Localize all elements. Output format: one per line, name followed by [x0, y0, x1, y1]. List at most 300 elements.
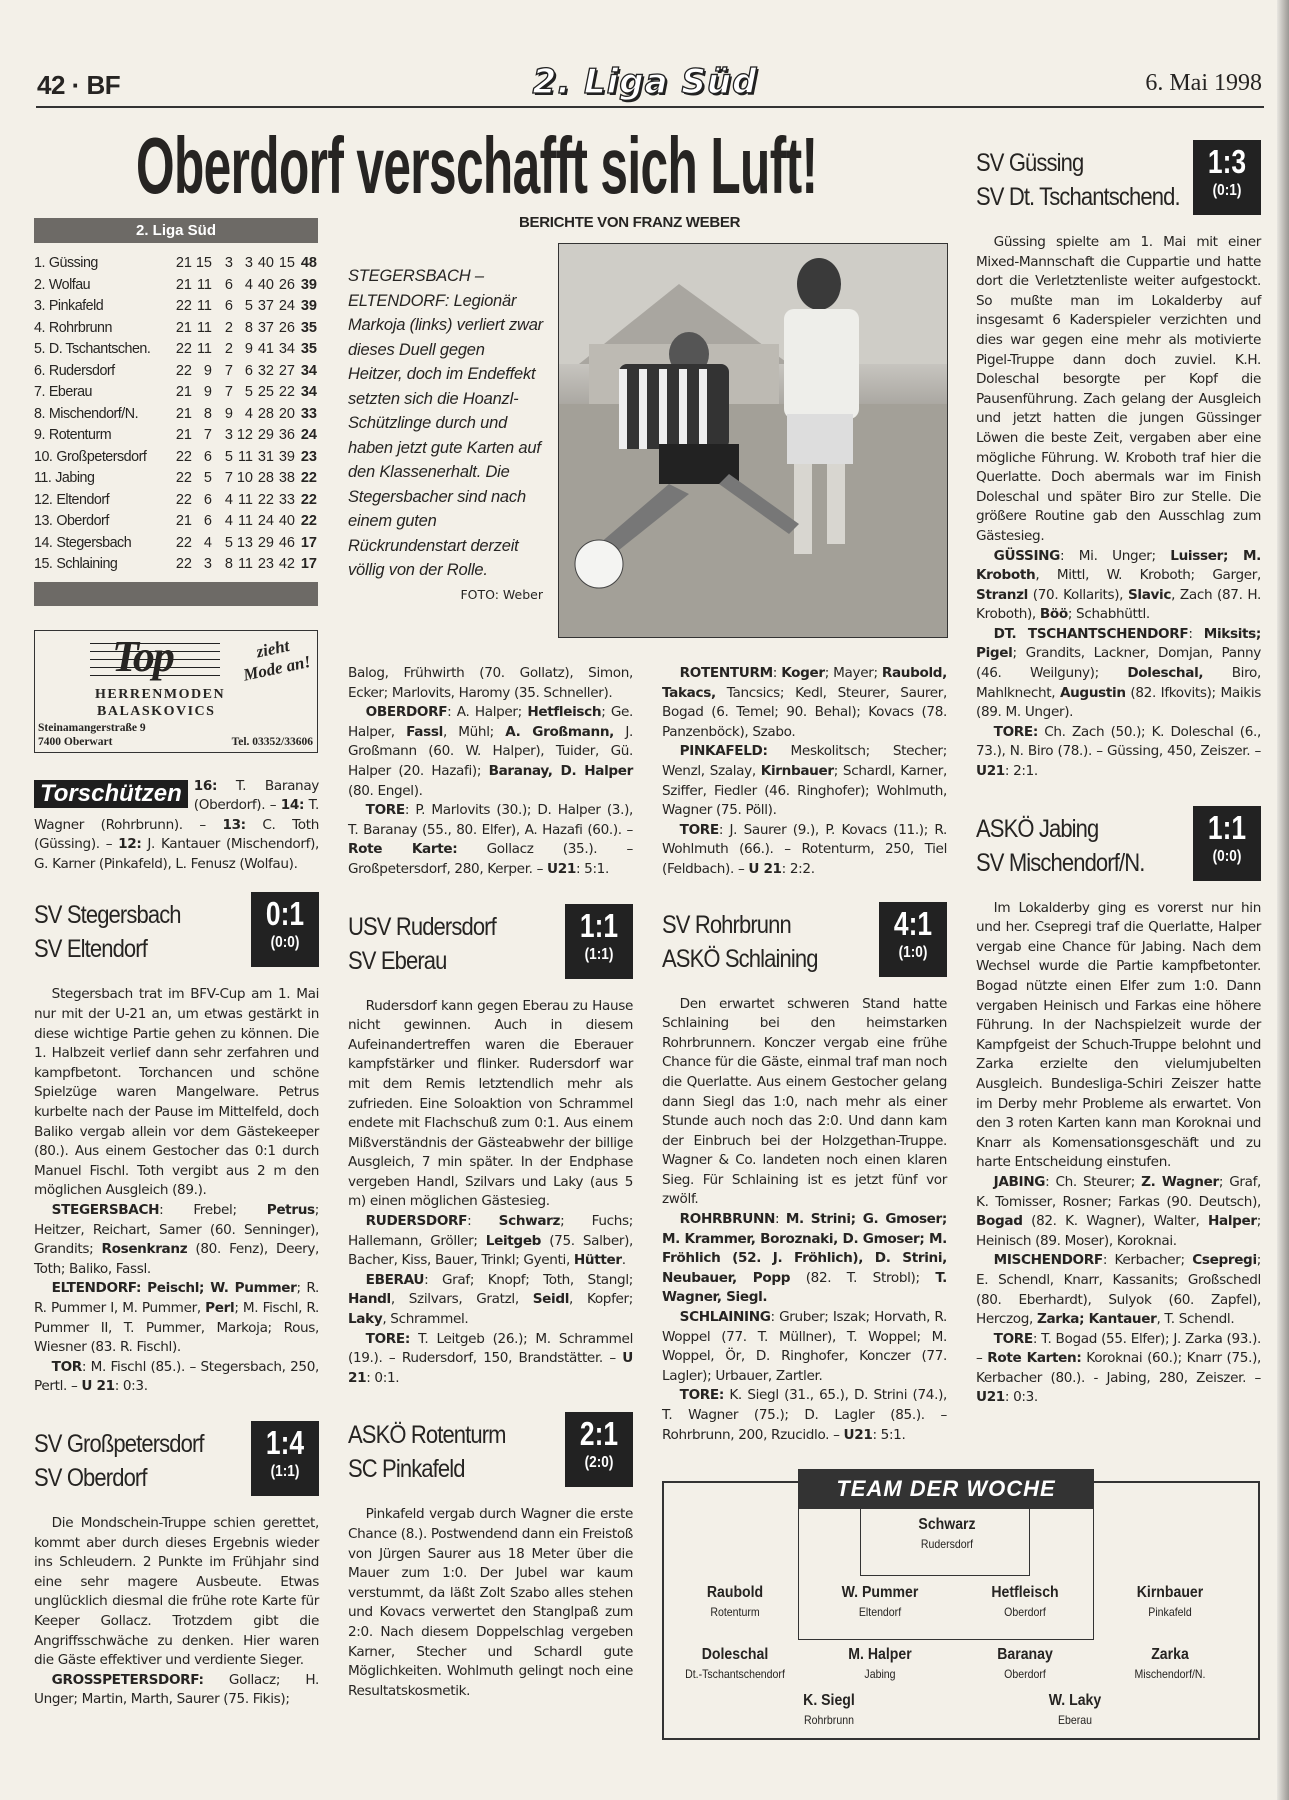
team-of-week-player	[665, 1583, 805, 1619]
bold-text: U 21	[81, 1378, 115, 1395]
losses: 12	[236, 427, 253, 443]
table-row	[34, 404, 318, 426]
losses: 5	[244, 384, 253, 400]
text: ; R. R. Pummer I, M. Pummer,	[34, 1280, 319, 1316]
text: Die Mondschein-Truppe schien gerettet, kommt aber durch dieses Ergebnis wieder ins Schleudern. 2 Punkte im Frühjahr sind eine sehr magere Ausbeute. Etwas unglücklich diesmal die frühe rote Karte für Keeper Gollacz. Trotzdem gibt die Angriffsschwäche zu denken. Hier waren die Gäste effektiver und verdiente Sieger.	[34, 1514, 319, 1669]
text: ; Ge. Halper,	[348, 704, 633, 740]
draws: 5	[224, 534, 233, 551]
match-photo	[558, 243, 948, 638]
final-score: 2:1	[579, 1415, 619, 1453]
goals-for: 40	[257, 255, 274, 271]
wins: 9	[203, 362, 212, 379]
rank: 7.	[34, 384, 45, 400]
rank: 4.	[34, 319, 45, 336]
games: 21	[175, 513, 192, 529]
issue-date: 6. Mai 1998	[1145, 70, 1262, 96]
top-scorers-title: Torschützen	[34, 780, 188, 808]
halftime-score: (0:0)	[270, 934, 300, 952]
rank: 12.	[34, 491, 53, 508]
text: : Mi. Unger;	[1059, 547, 1171, 564]
games: 22	[175, 341, 192, 357]
wins: 11	[196, 319, 212, 336]
text: (80. Fenz), Deery, Toth; Baliko, Fassl.	[34, 1241, 319, 1277]
text: Güssing spielte am 1. Mai mit einer Mixed-Mannschaft die Cuppartie und hatte dort die Verletztenliste weiter aufgestockt. So mußte man im Lokalderby auf insgesamt 6 Kaderspieler verzichten und dies war gegen eine mehr als motivierte Pigel-Truppe dann doch zuviel. K.H. Doleschal besorgte per Kopf die Pausenführung. Zach gelang der Ausgleich und jetzt hatten die jungen Güssinger Löwen die beste Zeit, vergaben aber eine mögliche Führung. W. Kroboth traf hier die Querlatte. Doch abermals war im Finish Doleschal und später Biro zur Stelle. Die größere Routine gab den Ausschlag zum Gästesieg.	[976, 234, 1261, 544]
goals-against: 40	[278, 513, 295, 529]
team: D. Tschantschen.	[48, 341, 151, 357]
text: : Graf; Knopf; Toth, Stangl;	[424, 1271, 633, 1288]
match-header	[34, 892, 319, 967]
team-of-week-player	[665, 1645, 805, 1681]
paragraph	[34, 1279, 319, 1357]
wins: 11	[196, 341, 212, 357]
score-box	[879, 902, 947, 977]
match-header	[976, 806, 1261, 881]
goals-for: 31	[257, 448, 274, 465]
score-box	[251, 892, 319, 967]
final-score: 0:1	[265, 895, 305, 933]
games: 22	[175, 362, 192, 379]
games: 21	[175, 427, 192, 443]
paragraph	[348, 664, 633, 703]
paragraph	[348, 1330, 633, 1389]
paragraph	[348, 1505, 633, 1701]
bold-text: Schwarz	[498, 1213, 561, 1230]
team-of-week-player	[1005, 1691, 1145, 1727]
team-name	[34, 447, 170, 469]
team-name	[34, 404, 170, 426]
bold-text: Miksits; Pigel	[976, 625, 1261, 662]
text: : Ch. Steurer;	[1045, 1173, 1142, 1190]
paragraph	[976, 899, 1261, 1173]
team: Großpetersdorf	[56, 448, 147, 465]
points: 23	[300, 448, 317, 465]
wins: 9	[203, 384, 212, 400]
text: Im Lokalderby ging es vorerst nur hin und her. Csepregi traf die Querlatte, Halper vergab eine Chance für Jabing. Nach dem Wechsel wurde die Partie kampfbetonter. Bogad nützte einen Elfer zum 1:0. Dann vergaben Heinisch und Farkas eine höhere Führung. In der Nachspielzeit wurde der Kampfgeist der Schuch-Truppe belohnt und Zarka erzielte den vielumjubelten Ausgleich. Bundesliga-Schiri Zeiszer hatte im Derby mehr Probleme als erwartet. Von den 3 roten Karten kann man Koroknai und Knarr als Komensationsgeschäft und zu harte Entscheidung einstufen.	[976, 899, 1261, 1171]
team-of-week-player	[759, 1691, 899, 1727]
paragraph	[976, 547, 1261, 625]
goals-for: 25	[257, 384, 274, 400]
points: 35	[300, 341, 317, 357]
team: Schlaining	[56, 556, 118, 572]
text: ; Heinisch (89. Moser), Koroknai.	[976, 1213, 1261, 1249]
ad-phone: Tel. 03352/33606	[231, 735, 313, 748]
ad-logo-text: Top	[112, 631, 173, 681]
player-club: Mischendorf/N.	[1134, 1667, 1206, 1682]
games: 21	[175, 255, 192, 271]
player-name: Doleschal	[701, 1646, 769, 1664]
draws: 4	[224, 491, 233, 508]
player-name: Zarka	[1151, 1646, 1189, 1664]
text: : P. Marlovits (30.); D. Halper (3.), T. Baranay (55., 80. Elfer), A. Hazafi (60.). –	[348, 802, 633, 838]
final-score: 1:3	[1207, 143, 1247, 180]
losses: 4	[244, 276, 253, 293]
home-team: SV Rohrbrunn	[662, 910, 791, 939]
bold-text: Hütter	[573, 1252, 622, 1269]
team-of-week-player	[810, 1583, 950, 1619]
losses: 6	[244, 362, 253, 379]
paragraph	[662, 742, 947, 820]
team: Eberau	[48, 384, 93, 400]
bold-text: 13:	[222, 816, 246, 833]
paragraph	[348, 997, 633, 1213]
match-report	[976, 233, 1261, 782]
goals-for: 41	[257, 341, 274, 357]
points: 22	[300, 491, 317, 508]
points: 22	[300, 470, 317, 486]
paragraph	[662, 1386, 947, 1445]
bold-text: Augustin	[1059, 684, 1126, 701]
team-name	[34, 361, 170, 383]
bold-text: TORE:	[365, 1330, 410, 1347]
ad-slogan: zieht Mode an!	[241, 635, 313, 685]
bold-text: A. Großmann,	[505, 723, 614, 740]
away-team: ASKÖ Schlaining	[662, 944, 818, 973]
team-of-week-player	[877, 1515, 1017, 1551]
rank: 8.	[34, 405, 45, 422]
match-header	[976, 140, 1261, 215]
bold-text: TOR	[51, 1358, 82, 1375]
bold-text: U21	[547, 860, 576, 877]
team: Pinkafeld	[48, 298, 104, 314]
games: 21	[175, 276, 192, 293]
headline: Oberdorf verschafft sich Luft!	[136, 121, 818, 210]
paragraph	[348, 801, 633, 879]
table-row	[34, 296, 318, 318]
text: C. Toth (Güssing). –	[34, 816, 319, 853]
text: : J. Saurer (9.), P. Kovacs (11.); R. Wohlmuth (66.). – Rotenturm, 250, Tiel (Feldbach). –	[662, 821, 947, 877]
score-box	[1193, 806, 1261, 881]
text: : 5:1.	[872, 1426, 906, 1443]
losses: 11	[237, 556, 253, 572]
draws: 2	[224, 319, 233, 336]
player-name: Schwarz	[918, 1516, 976, 1534]
games: 21	[175, 405, 192, 422]
home-team: ASKÖ Rotenturm	[348, 1421, 506, 1450]
goals-for: 37	[257, 319, 274, 336]
player-name: Raubold	[706, 1584, 764, 1602]
text: Gollacz; H. Unger; Martin, Marth, Saurer (75. Fikis);	[34, 1671, 319, 1708]
draws: 5	[224, 448, 233, 465]
bold-text: Laky	[348, 1311, 383, 1328]
goals-against: 15	[278, 255, 295, 271]
team-name	[34, 468, 170, 490]
bold-text: 14:	[280, 797, 305, 814]
team-name	[34, 490, 170, 512]
text: T. Leitgeb (26.); M. Schrammel (19.). – Rudersdorf, 150, Brandstätter. –	[348, 1330, 633, 1367]
player-club: Eberau	[1057, 1713, 1093, 1728]
text: Balog, Frühwirth (70. Gollatz), Simon, Ecker; Marlovits, Haromy (35. Schneller).	[348, 665, 633, 701]
text: : M. Fischl (85.). – Stegersbach, 250, Pertl. –	[34, 1358, 319, 1395]
team-of-week-player	[810, 1645, 950, 1681]
column-4	[976, 122, 1261, 1408]
bold-text: Rosenkranz	[101, 1241, 188, 1258]
text: ; M. Fischl, R. Pummer II, T. Pummer, Markoja; Rous, Wiesner (83. R. Fischl).	[34, 1299, 319, 1356]
text: : Gruber; Iszak; Horvath, R. Woppel (77. T. Müllner), T. Woppel; M. Woppel, Ör, D. Ringhofer, Konczer (77. Lagler); Urbauer, Zartler.	[662, 1309, 947, 1384]
team: Güssing	[48, 255, 98, 271]
bold-text: ELTENDORF: Peischl; W. Pummer	[51, 1280, 297, 1297]
losses: 10	[236, 470, 253, 486]
match-report	[348, 997, 633, 1389]
team: Rohrbrunn	[48, 319, 112, 336]
wins: 15	[195, 255, 212, 271]
match-header	[662, 902, 947, 977]
draws: 7	[224, 362, 233, 379]
photo-players-illustration	[559, 244, 947, 637]
paragraph	[34, 1358, 319, 1397]
draws: 3	[224, 427, 233, 443]
text: Gollacz (35.). – Großpetersdorf, 280, Kerper. –	[348, 841, 633, 877]
team-name	[34, 425, 170, 447]
goals-against: 38	[278, 470, 295, 486]
team-name	[34, 339, 170, 361]
table-row	[34, 468, 318, 490]
page-number: 42 · BF	[37, 70, 121, 100]
team-of-week-player	[955, 1645, 1095, 1681]
bold-text: OBERDORF	[365, 704, 448, 721]
player-club: Pinkafeld	[1148, 1605, 1192, 1620]
wins: 6	[203, 513, 212, 529]
bold-text: TORE:	[993, 723, 1038, 740]
bold-text: PINKAFELD:	[679, 743, 768, 760]
games: 21	[175, 319, 192, 336]
text: Rudersdorf kann gegen Eberau zu Hause nicht gewinnen. Auch in diesem Aufeinandertreffen waren die Eberauer kampfstärker und flinker. Rudersdorf war mit dem Remis letztendlich mehr als zufrieden. Eine Soloaktion von Schrammel endete mit Flachschuß zum 0:1. Aus einem Mißverständnis der Gästeabwehr der billige Ausgleich, 7 min später. In der Endphase vergeben Handl, Szilvars und Laky (aus 5 m) einen möglichen Gästesieg.	[348, 997, 633, 1210]
text: , Szilvars, Gratzl,	[390, 1291, 533, 1308]
bold-text: Petrus	[266, 1202, 315, 1218]
paragraph	[348, 703, 633, 801]
bold-text: Zarka; Kantauer	[1036, 1311, 1157, 1328]
text: (82. T. Strobl);	[790, 1269, 936, 1286]
player-club: Rudersdorf	[920, 1537, 974, 1552]
losses: 9	[244, 341, 253, 357]
bold-text: Kirnbauer	[760, 762, 834, 779]
home-team: ASKÖ Jabing	[976, 814, 1099, 843]
paragraph	[976, 625, 1261, 723]
points: 33	[300, 405, 317, 422]
bold-text: U21	[843, 1426, 873, 1443]
column-1	[34, 218, 319, 1710]
text: Pinkafeld vergab durch Wagner die erste Chance (8.). Postwendend dann ein Freistoß von Jürgen Saurer aus 18 Meter über die Mauer zum 1:0. Der Jubel war kaum verstummt, da läßt Zolt Szabo alles stehen und Kovacs verwertet den Stanglpaß zum 2:0. Nach diesem Doppelschlag vergeben Karner, Stecher und Schardl gute Möglichkeiten. Wohlmuth gelingt noch eine Resultatskosmetik.	[348, 1506, 633, 1699]
team: Mischendorf/N.	[48, 405, 139, 422]
bold-text: TORE	[365, 802, 405, 819]
match-header	[34, 1421, 319, 1496]
score-box	[251, 1421, 319, 1496]
goals-against: 42	[278, 556, 295, 572]
halftime-score: (2:0)	[584, 1454, 614, 1472]
goals-against: 46	[278, 534, 295, 551]
goals-against: 20	[278, 405, 295, 422]
goals-for: 37	[257, 298, 274, 314]
goals-against: 33	[278, 491, 295, 508]
paragraph	[662, 821, 947, 880]
text: , Kopfer;	[569, 1291, 633, 1308]
losses: 11	[237, 513, 253, 529]
rank: 10.	[34, 448, 53, 465]
match-report-continued	[662, 664, 947, 880]
paragraph	[662, 1210, 947, 1308]
table-footer-bar	[34, 582, 318, 606]
losses: 11	[237, 448, 253, 465]
player-name: M. Halper	[848, 1646, 912, 1664]
table-row	[34, 533, 318, 555]
table-row	[34, 447, 318, 469]
losses: 4	[244, 405, 253, 422]
paragraph	[976, 1251, 1261, 1329]
team-name	[34, 296, 170, 318]
paragraph	[662, 664, 947, 742]
bold-text: SCHLAINING	[679, 1309, 771, 1326]
points: 24	[300, 427, 317, 443]
text: J. Kantauer (Mischendorf), G. Karner (Pinkafeld), L. Fenusz (Wolfau).	[34, 836, 319, 872]
player-club: Eltendorf	[858, 1605, 902, 1620]
ad-line-2: BALASKOVICS	[97, 703, 216, 719]
goals-against: 27	[278, 362, 295, 379]
text: , Mittl, W. Kroboth; Garger,	[1035, 567, 1261, 584]
bold-text: Seidl	[532, 1291, 570, 1308]
table-row	[34, 554, 318, 576]
games: 22	[175, 556, 192, 572]
bold-text: Stranzl	[976, 586, 1028, 603]
text: ; Heitzer, Reichart, Samer (60. Senninger), Grandits;	[34, 1202, 319, 1258]
match-report	[662, 995, 947, 1446]
final-score: 1:4	[265, 1423, 305, 1461]
paragraph	[34, 985, 319, 1201]
text: Den erwartet schweren Stand hatte Schlaining bei den heimstarken Rohrbrunnern. Konczer vergab eine frühe Chance für die Gäste, einmal traf man noch die Querlatte. Aus einem Gestocher gelang dann Siegl das 1:0, nach mehr als einer Stunde auch noch das 2:0. Und dann kam der Einbruch bei der Holzgethan-Truppe. Wagner & Co. landeten noch einen klaren Sieg. Für Schlaining ist es jetzt fünf vor zwölf.	[662, 995, 947, 1208]
team-of-week-player	[955, 1583, 1095, 1619]
home-team: SV Großpetersdorf	[34, 1429, 204, 1458]
bold-text: TORE	[993, 1330, 1033, 1347]
bold-text: Koger	[781, 665, 825, 681]
player-name: W. Pummer	[841, 1584, 919, 1602]
bold-text: Baranay, D. Halper	[488, 762, 633, 779]
wins: 5	[203, 470, 212, 486]
paragraph	[34, 1201, 319, 1279]
bold-text: Z. Wagner	[1141, 1173, 1219, 1190]
bold-text: JABING	[993, 1173, 1046, 1190]
text: : 2:2.	[781, 860, 815, 877]
paragraph	[348, 1212, 633, 1271]
rank: 1.	[34, 255, 45, 271]
score-box	[565, 904, 633, 979]
rank: 6.	[34, 362, 45, 379]
team-name	[34, 533, 170, 555]
points: 39	[300, 276, 317, 293]
match-report	[34, 985, 319, 1396]
paragraph	[976, 1330, 1261, 1408]
text: ; Schabhüttl.	[1067, 606, 1150, 623]
points: 34	[300, 362, 317, 379]
text: K. Siegl (31., 65.), D. Strini (74.), T. Wagner (75.); D. Lagler (85.). – Rohrbrunn, 200, Rzucidlo. –	[662, 1387, 947, 1443]
paragraph	[976, 1173, 1261, 1251]
text: ; Grandits, Lackner, Domjan, Panny (46. Weilguny);	[976, 645, 1261, 682]
text: T. Wagner (Rohrbrunn). –	[34, 797, 319, 833]
points: 17	[300, 556, 317, 572]
rank: 3.	[34, 298, 45, 314]
goals-against: 22	[278, 384, 295, 400]
bold-text: U 21	[348, 1350, 633, 1386]
text: :	[467, 1213, 499, 1230]
bold-text: T. Wagner, Siegl.	[662, 1269, 947, 1306]
paragraph	[34, 1671, 319, 1710]
text: :	[775, 1211, 786, 1228]
paragraph	[976, 233, 1261, 547]
photo-caption: STEGERSBACH – ELTENDORF: Legionär Markoja (links) verliert zwar dieses Duell gegen Heitzer, doch im Endeffekt setzten sich die Hoanzl-Schützlinge durch und haben jetzt gute Karten auf den Klassenerhalt. Die Stegersbacher sind nach einem guten Rückrundenstart derzeit völlig von der Rolle.	[348, 267, 543, 579]
table-row	[34, 318, 318, 340]
text: (82. K. Wagner), Walter,	[1022, 1213, 1208, 1230]
draws: 7	[224, 470, 233, 486]
player-club: Oberdorf	[1004, 1667, 1046, 1682]
text: (75. Salber), Bacher, Kiss, Bauer, Trinkl; Gyenti,	[348, 1232, 634, 1269]
bold-text: Handl	[348, 1291, 391, 1308]
text: :	[1188, 625, 1204, 642]
player-name: W. Laky	[1048, 1692, 1102, 1710]
away-team: SV Oberdorf	[34, 1463, 147, 1492]
bold-text: Fassl	[406, 723, 443, 740]
table-row	[34, 253, 318, 275]
text: ; Schardl, Karner, Sziffer, Fiedler (46. Ringhofer); Wohlmuth, Wagner (75. Pöll).	[662, 762, 947, 819]
table-row	[34, 339, 318, 361]
points: 34	[300, 384, 317, 400]
match-report	[976, 899, 1261, 1408]
games: 22	[175, 448, 192, 465]
team-name	[34, 382, 170, 404]
bold-text: DT. TSCHANTSCHENDORF	[993, 625, 1189, 642]
score-box	[1193, 140, 1261, 215]
team-of-week-player	[1100, 1645, 1240, 1681]
rank: 5.	[34, 341, 45, 357]
points: 48	[300, 255, 317, 271]
text: , T. Schendl.	[1156, 1311, 1235, 1328]
bold-text: M. Strini; G. Gmoser; M. Krammer, Boroznaki, D. Gmoser; M. Fröhlich (52. J. Fröhlich), D. Strini, Neubauer, Popp	[662, 1211, 947, 1286]
team: Wolfau	[48, 276, 91, 293]
team: Jabing	[55, 470, 95, 486]
games: 22	[175, 470, 192, 486]
bold-text: 12:	[118, 836, 142, 853]
games: 21	[175, 384, 192, 400]
text: : A. Halper;	[447, 704, 528, 721]
rank: 13.	[34, 513, 53, 529]
player-club: Rohrbrunn	[804, 1713, 854, 1728]
text: Koroknai (60.); Knarr (75.), Kerbacher (80.). - Jabing, 280, Zeiszer. –	[976, 1350, 1261, 1386]
bold-text: TORE:	[679, 1387, 724, 1404]
away-team: SC Pinkafeld	[348, 1455, 465, 1484]
bold-text: Perl	[205, 1299, 235, 1316]
text: ; Graf, K. Tomisser, Rosner; Farkas (90. Deutsch),	[976, 1173, 1262, 1210]
away-team: SV Eberau	[348, 946, 447, 975]
page-edge	[1277, 0, 1289, 1800]
bold-text: Doleschal,	[1127, 665, 1204, 682]
team: Oberdorf	[56, 513, 109, 529]
draws: 7	[224, 384, 233, 400]
goals-for: 29	[257, 534, 274, 551]
bold-text: GÜSSING	[993, 547, 1060, 564]
text: Ch. Zach (50.); K. Doleschal (6., 73.), N. Biro (78.). – Güssing, 450, Zeiszer. –	[976, 723, 1261, 760]
player-club: Oberdorf	[1004, 1605, 1046, 1620]
wins: 6	[203, 448, 212, 465]
text: : 0:1.	[366, 1369, 400, 1386]
home-team: SV Güssing	[976, 149, 1084, 177]
rank: 9.	[34, 427, 45, 443]
bold-text: STEGERSBACH	[51, 1202, 160, 1218]
ad-address-city: 7400 Oberwart	[38, 735, 113, 748]
bold-text: U21	[976, 763, 1005, 780]
score-box	[565, 1412, 633, 1487]
team-name	[34, 511, 170, 533]
losses: 3	[244, 255, 253, 271]
bold-text: TORE	[679, 821, 719, 838]
home-team: SV Stegersbach	[34, 901, 181, 930]
text: J. Großmann (60. W. Halper), Tuider, Gü. Halper (20. Hazafi);	[348, 723, 633, 779]
bold-text: Raubold, Takacs,	[662, 665, 947, 701]
